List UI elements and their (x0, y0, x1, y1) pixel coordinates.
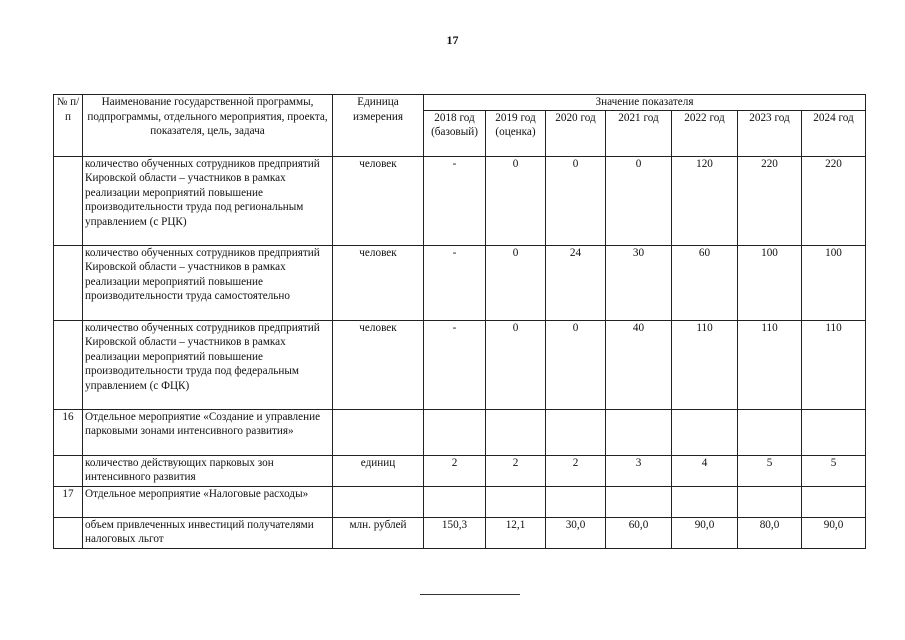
header-year-2020: 2020 год (546, 110, 606, 156)
row-value (546, 486, 606, 517)
header-name: Наименование государственной программы, подпрограммы, отдельного мероприятия, проекта, показателя, цель, задача (83, 95, 333, 157)
row-value (546, 409, 606, 455)
row-num (54, 455, 83, 486)
header-num: № п/п (54, 95, 83, 157)
table-row (54, 320, 866, 409)
row-value: 110 (802, 320, 866, 409)
row-value: 100 (802, 245, 866, 320)
row-value: 220 (802, 156, 866, 245)
row-name: количество обученных сотрудников предприятий Кировской области – участников в рамках реализации мероприятий повышение производительности труда под региональным управлением (с РЦК) (83, 156, 333, 245)
table-row (54, 517, 866, 548)
row-num: 17 (54, 486, 83, 517)
row-value: 90,0 (802, 517, 866, 548)
row-value (738, 486, 802, 517)
row-value: 80,0 (738, 517, 802, 548)
row-value: 2 (486, 455, 546, 486)
row-value (672, 409, 738, 455)
row-value (606, 409, 672, 455)
row-name: Отдельное мероприятие «Налоговые расходы» (83, 486, 333, 517)
page-number: 17 (446, 33, 459, 47)
row-value: 110 (738, 320, 802, 409)
row-value (424, 486, 486, 517)
row-value (738, 409, 802, 455)
row-name: объем привлеченных инвестиций получателями налоговых льгот (83, 517, 333, 548)
footer-rule (420, 594, 520, 595)
row-unit: человек (333, 245, 424, 320)
row-name: Отдельное мероприятие «Создание и управление парковыми зонами интенсивного развития» (83, 409, 333, 455)
row-value: 60 (672, 245, 738, 320)
row-value (486, 409, 546, 455)
row-value: - (424, 156, 486, 245)
row-unit: человек (333, 320, 424, 409)
row-value: 0 (486, 245, 546, 320)
header-year-2019: 2019 год (оценка) (486, 110, 546, 156)
row-value: 2 (424, 455, 486, 486)
row-name: количество обученных сотрудников предприятий Кировской области – участников в рамках реализации мероприятий повышение производительности труда под федеральным управлением (с ФЦК) (83, 320, 333, 409)
row-unit: млн. рублей (333, 517, 424, 548)
row-value (606, 486, 672, 517)
row-value: 0 (606, 156, 672, 245)
row-num (54, 320, 83, 409)
header-year-2022: 2022 год (672, 110, 738, 156)
row-value: 120 (672, 156, 738, 245)
row-value: 220 (738, 156, 802, 245)
row-value (424, 409, 486, 455)
table-row (54, 245, 866, 320)
row-value: 30 (606, 245, 672, 320)
row-value: 12,1 (486, 517, 546, 548)
header-value-group: Значение показателя (424, 95, 866, 111)
header-year-2021: 2021 год (606, 110, 672, 156)
header-year-2024: 2024 год (802, 110, 866, 156)
row-value: 150,3 (424, 517, 486, 548)
table-row (54, 409, 866, 455)
row-name: количество обученных сотрудников предприятий Кировской области – участников в рамках реализации мероприятий повышение производительности труда самостоятельно (83, 245, 333, 320)
row-num (54, 517, 83, 548)
table-row (54, 455, 866, 486)
table-row (54, 486, 866, 517)
row-value: 0 (546, 156, 606, 245)
row-value (802, 409, 866, 455)
row-value: 0 (486, 320, 546, 409)
row-unit (333, 409, 424, 455)
row-value (802, 486, 866, 517)
row-value: 40 (606, 320, 672, 409)
row-value: 24 (546, 245, 606, 320)
row-unit: человек (333, 156, 424, 245)
row-value: 30,0 (546, 517, 606, 548)
row-value: - (424, 245, 486, 320)
row-value: 0 (546, 320, 606, 409)
row-name: количество действующих парковых зон интенсивного развития (83, 455, 333, 486)
row-value: 100 (738, 245, 802, 320)
row-value: 5 (802, 455, 866, 486)
row-value: 4 (672, 455, 738, 486)
row-value: 90,0 (672, 517, 738, 548)
row-num: 16 (54, 409, 83, 455)
row-value: 5 (738, 455, 802, 486)
header-unit: Единица измерения (333, 95, 424, 157)
row-num (54, 245, 83, 320)
row-unit (333, 486, 424, 517)
row-value: 110 (672, 320, 738, 409)
header-year-2018: 2018 год (базовый) (424, 110, 486, 156)
header-year-2023: 2023 год (738, 110, 802, 156)
row-unit: единиц (333, 455, 424, 486)
row-value: - (424, 320, 486, 409)
table-row (54, 156, 866, 245)
row-value: 2 (546, 455, 606, 486)
row-num (54, 156, 83, 245)
row-value (486, 486, 546, 517)
row-value: 0 (486, 156, 546, 245)
row-value: 60,0 (606, 517, 672, 548)
row-value: 3 (606, 455, 672, 486)
row-value (672, 486, 738, 517)
indicator-table (53, 94, 866, 549)
